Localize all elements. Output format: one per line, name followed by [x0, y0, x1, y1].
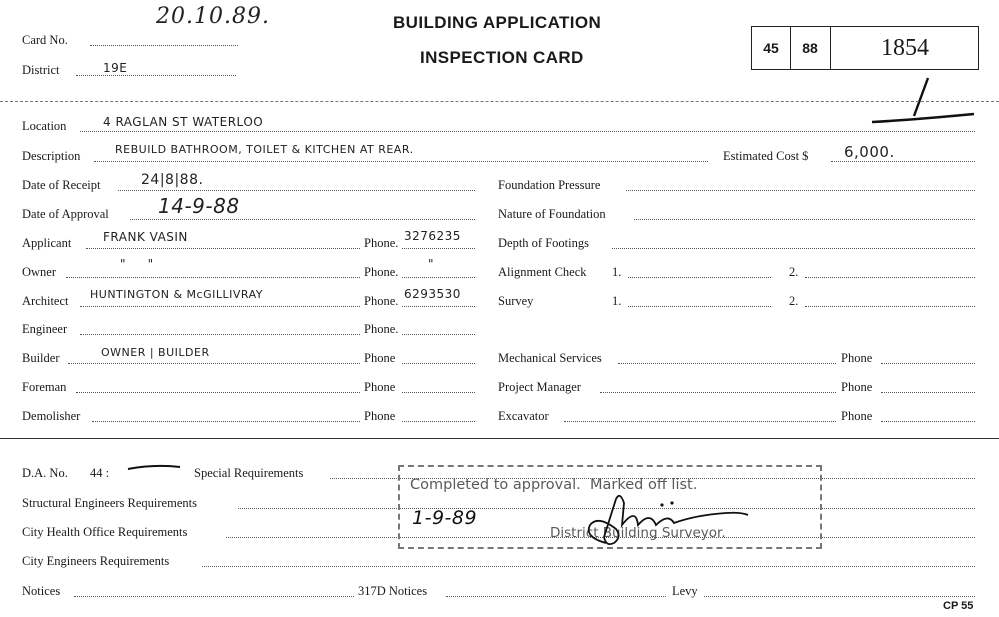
district-label: District	[22, 63, 60, 77]
excavator-dotted-line	[564, 421, 836, 422]
project-manager-phone-dotted-line	[881, 392, 975, 393]
foreman-dotted-line	[76, 392, 360, 393]
card-no-label: Card No.	[22, 33, 68, 47]
demolisher-label: Demolisher	[22, 409, 81, 423]
survey-num-2: 2.	[789, 294, 799, 308]
alignment-check-num-2: 2.	[789, 265, 799, 279]
notices-label: Notices	[22, 584, 61, 598]
header-divider	[0, 101, 999, 102]
engineer-phone-dotted-line	[402, 334, 475, 335]
owner-phone-value: "	[428, 257, 435, 271]
architect-phone-label: Phone.	[364, 294, 399, 308]
owner-dotted-line	[66, 277, 360, 278]
estimated-cost-label: Estimated Cost $	[723, 149, 809, 163]
ref-cell-3: 1854	[881, 34, 929, 61]
alignment-check-num-1: 1.	[612, 265, 622, 279]
city-engineers-label: City Engineers Requirements	[22, 554, 170, 568]
project-manager-label: Project Manager	[498, 380, 581, 394]
description-dotted-line	[94, 161, 708, 162]
special-requirements-label: Special Requirements	[194, 466, 304, 480]
notices-dotted-line	[74, 596, 354, 597]
card-no-dotted-line	[90, 45, 238, 46]
mechanical-services-dotted-line	[618, 363, 836, 364]
demolisher-phone-label: Phone	[364, 409, 396, 423]
title-line-2: INSPECTION CARD	[420, 48, 584, 67]
location-label: Location	[22, 119, 67, 133]
card-no-value: 20.10.89.	[156, 4, 270, 29]
stamp-line-1: Completed to approval. Marked off list.	[410, 477, 698, 493]
engineer-dotted-line	[80, 334, 360, 335]
project-manager-phone-label: Phone	[841, 380, 873, 394]
city-health-office-label: City Health Office Requirements	[22, 525, 188, 539]
builder-phone-dotted-line	[402, 363, 475, 364]
foundation-pressure-label: Foundation Pressure	[498, 178, 601, 192]
owner-phone-dotted-line	[402, 277, 475, 278]
depth-of-footings-label: Depth of Footings	[498, 236, 589, 250]
da-no-value: 44 :	[90, 466, 110, 480]
date-of-approval-label: Date of Approval	[22, 207, 109, 221]
architect-label: Architect	[22, 294, 69, 308]
levy-dotted-line	[704, 596, 975, 597]
alignment-check-dotted-line-1	[628, 277, 771, 278]
foreman-phone-label: Phone	[364, 380, 396, 394]
mechanical-services-label: Mechanical Services	[498, 351, 602, 365]
levy-label: Levy	[672, 584, 698, 598]
handwritten-tick-mark	[870, 74, 980, 130]
district-dotted-line	[76, 75, 236, 76]
foreman-label: Foreman	[22, 380, 67, 394]
owner-label: Owner	[22, 265, 57, 279]
builder-value: OWNER | BUILDER	[101, 346, 210, 359]
location-value: 4 RAGLAN ST WATERLOO	[103, 115, 264, 129]
architect-phone-value: 6293530	[404, 287, 461, 301]
date-of-receipt-dotted-line	[118, 190, 475, 191]
nature-of-foundation-dotted-line	[634, 219, 975, 220]
date-of-approval-value: 14-9-88	[158, 194, 240, 218]
demolisher-dotted-line	[92, 421, 360, 422]
alignment-check-label: Alignment Check	[498, 265, 587, 279]
estimated-cost-dotted-line	[831, 161, 975, 162]
stamp-date-handwritten: 1-9-89	[412, 507, 478, 529]
builder-dotted-line	[68, 363, 360, 364]
builder-phone-label: Phone	[364, 351, 396, 365]
applicant-value: FRANK VASIN	[103, 230, 188, 244]
builder-label: Builder	[22, 351, 60, 365]
applicant-phone-value: 3276235	[404, 229, 461, 243]
ref-cell-2: 88	[790, 27, 831, 69]
depth-of-footings-dotted-line	[612, 248, 975, 249]
description-label: Description	[22, 149, 81, 163]
nature-of-foundation-label: Nature of Foundation	[498, 207, 606, 221]
architect-value: HUNTINGTON & McGILLIVRAY	[90, 288, 263, 301]
project-manager-dotted-line	[600, 392, 836, 393]
date-of-receipt-label: Date of Receipt	[22, 178, 101, 192]
completion-stamp	[398, 465, 822, 549]
applicant-phone-label: Phone.	[364, 236, 399, 250]
foundation-pressure-dotted-line	[626, 190, 975, 191]
foreman-phone-dotted-line	[402, 392, 475, 393]
middle-divider	[0, 438, 999, 439]
mechanical-services-phone-label: Phone	[841, 351, 873, 365]
date-of-receipt-value: 24|8|88.	[141, 172, 204, 188]
district-value: 19E	[103, 61, 128, 75]
engineer-phone-label: Phone.	[364, 322, 399, 336]
mechanical-services-phone-dotted-line	[881, 363, 975, 364]
date-of-approval-dotted-line	[130, 219, 475, 220]
title-line-1: BUILDING APPLICATION	[393, 13, 602, 32]
da-no-label: D.A. No.	[22, 466, 68, 480]
reference-number-box	[751, 26, 979, 70]
architect-phone-dotted-line	[402, 306, 475, 307]
excavator-label: Excavator	[498, 409, 549, 423]
owner-value: " "	[120, 257, 154, 271]
city-engineers-dotted-line	[202, 566, 975, 567]
architect-dotted-line	[80, 306, 360, 307]
excavator-phone-dotted-line	[881, 421, 975, 422]
survey-dotted-line-2	[805, 306, 975, 307]
da-no-handwritten-dash	[126, 463, 182, 473]
applicant-phone-dotted-line	[402, 248, 475, 249]
structural-engineers-label: Structural Engineers Requirements	[22, 496, 197, 510]
demolisher-phone-dotted-line	[402, 421, 475, 422]
survey-num-1: 1.	[612, 294, 622, 308]
ref-cell-1: 45	[752, 27, 791, 69]
excavator-phone-label: Phone	[841, 409, 873, 423]
engineer-label: Engineer	[22, 322, 68, 336]
stamp-line-2: District Building Surveyor.	[550, 525, 726, 541]
owner-phone-label: Phone.	[364, 265, 399, 279]
survey-dotted-line-1	[628, 306, 771, 307]
description-value: REBUILD BATHROOM, TOILET & KITCHEN AT REAR.	[115, 143, 414, 156]
estimated-cost-value: 6,000.	[844, 143, 895, 161]
stamp-signature	[576, 485, 756, 549]
notices-317d-dotted-line	[446, 596, 666, 597]
alignment-check-dotted-line-2	[805, 277, 975, 278]
survey-label: Survey	[498, 294, 534, 308]
form-code: CP 55	[943, 600, 974, 612]
applicant-dotted-line	[86, 248, 360, 249]
notices-317d-label: 317D Notices	[358, 584, 428, 598]
location-dotted-line	[80, 131, 975, 132]
applicant-label: Applicant	[22, 236, 72, 250]
